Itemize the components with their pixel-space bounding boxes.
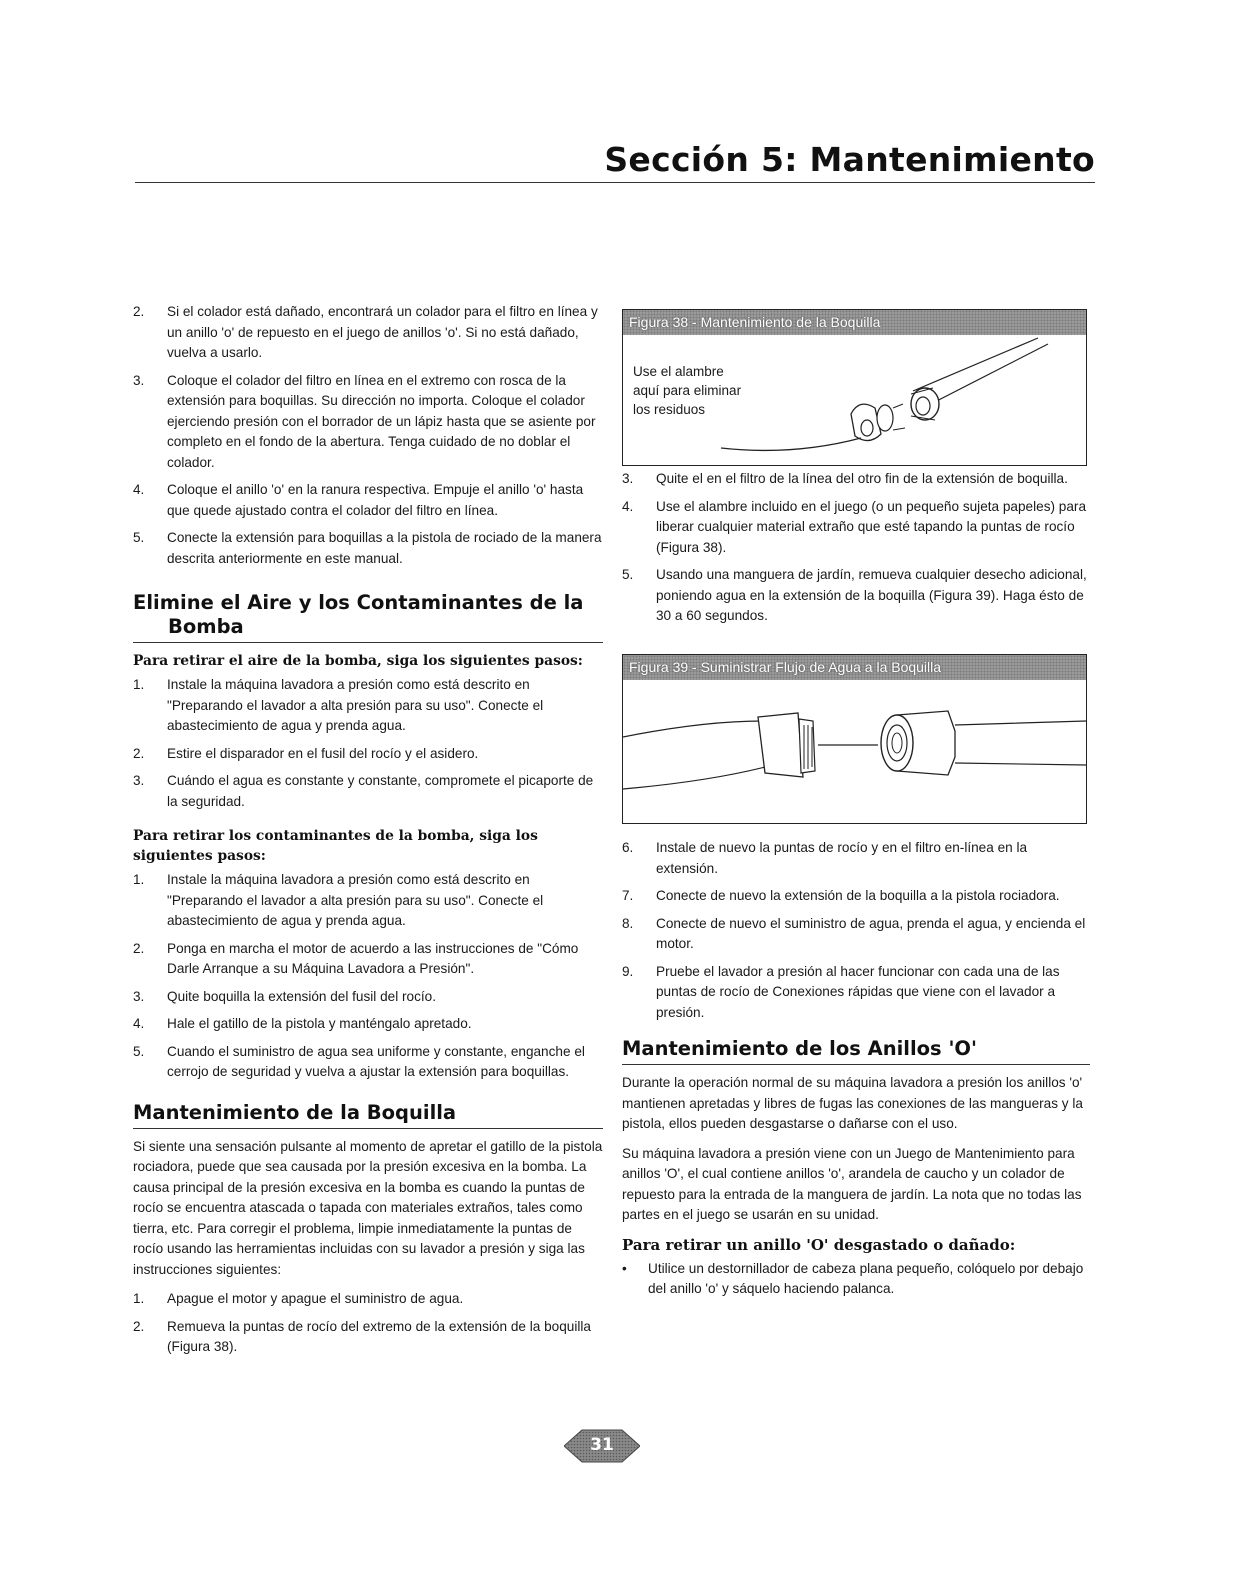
list-item <box>133 939 603 980</box>
item-number: 9. <box>622 963 634 979</box>
item-number: 5. <box>133 530 145 545</box>
item-number: 3. <box>133 372 145 388</box>
item-number: 5. <box>622 567 634 582</box>
list-item <box>622 914 1090 955</box>
subheading-contaminants: Para retirar los contaminantes de la bomba, siga los siguientes pasos: <box>133 828 538 864</box>
left-column <box>133 302 603 1365</box>
list-item <box>133 870 603 932</box>
item-text: Estire el disparador en el fusil del rocío y el asidero. <box>167 745 479 761</box>
list-item <box>133 1317 603 1358</box>
item-text: Pruebe el lavador a presión al hacer funcionar con cada una de las puntas de rocío de Conexiones rápidas que viene con el lavador a presión. <box>656 963 1060 1020</box>
heading-divider <box>622 1064 1090 1065</box>
item-text: Conecte la extensión para boquillas a la pistola de rociado de la manera descrita anteriormente en este manual. <box>167 530 602 566</box>
item-text: Instale la máquina lavadora a presión como está descrito en "Preparando el lavador a alta presión para su uso". Conecte el abastecimiento de agua y prenda agua. <box>167 872 544 928</box>
item-number: 1. <box>133 1291 145 1306</box>
hose-flush-illustration <box>623 681 1086 821</box>
item-number: 3. <box>133 773 145 788</box>
list-item <box>622 962 1090 1024</box>
list-item <box>133 987 603 1008</box>
list-item <box>622 838 1090 879</box>
item-text: Use el alambre incluido en el juego (o un pequeño sujeta papeles) para liberar cualquier material extraño que esté tapando la puntas de rocío (Figura 38). <box>656 498 1087 555</box>
list-item <box>133 480 603 521</box>
caption-line: aquí para eliminar <box>633 383 742 398</box>
paragraph: Durante la operación normal de su máquina lavadora a presión los anillos 'o' mantienen apretadas y libres de fugas las conexiones de las mangueras y la pistola, ellos pueden desgastarse o dañarse con el uso. <box>622 1075 1083 1131</box>
list-item <box>622 565 1090 627</box>
list-item <box>133 528 603 569</box>
subheading-air: Para retirar el aire de la bomba, siga los siguientes pasos: <box>133 653 583 669</box>
bullet-mark: • <box>622 1260 627 1276</box>
figure-39 <box>622 654 1087 824</box>
item-text: Cuando el suministro de agua sea uniforme y constante, enganche el cerrojo de seguridad y vuelva a ajustar la extensión para boquillas. <box>167 1043 585 1079</box>
item-text: Si el colador está dañado, encontrará un colador para el filtro en línea y un anillo 'o' de repuesto en el juego de anillos 'o'. Si no está dañado, vuelva a usarlo. <box>167 304 598 360</box>
section-heading-pump: Elimine el Aire y los Contaminantes de la Bomba <box>133 591 584 638</box>
item-number: 1. <box>133 872 145 887</box>
item-text: Ponga en marcha el motor de acuerdo a las instrucciones de "Cómo Darle Arranque a su Máquina Lavadora a Presión". <box>167 940 579 976</box>
list-item <box>133 1289 603 1310</box>
item-number: 1. <box>133 677 145 692</box>
section-heading-orings: Mantenimiento de los Anillos 'O' <box>622 1037 977 1060</box>
item-number: 8. <box>622 915 634 931</box>
item-number: 4. <box>622 498 634 514</box>
item-number: 3. <box>622 471 634 486</box>
page-title: Sección 5: Mantenimiento <box>604 140 1095 179</box>
item-number: 2. <box>133 745 145 761</box>
figure-39-title: Figura 39 - Suministrar Flujo de Agua a la Boquilla <box>623 655 1086 680</box>
item-number: 5. <box>133 1043 145 1059</box>
item-text: Quite boquilla la extensión del fusil del rocío. <box>167 988 437 1004</box>
nozzle-cleaning-illustration <box>623 336 1086 464</box>
item-text: Conecte de nuevo la extensión de la boquilla a la pistola rociadora. <box>656 888 1060 903</box>
title-divider <box>135 182 1095 183</box>
caption-line: los residuos <box>633 402 706 417</box>
item-number: 7. <box>622 888 634 903</box>
item-text: Conecte de nuevo el suministro de agua, prenda el agua, y encienda el motor. <box>656 915 1086 951</box>
item-text: Hale el gatillo de la pistola y manténgalo apretado. <box>167 1016 472 1031</box>
item-number: 6. <box>622 840 634 855</box>
bullet-text: Utilice un destornillador de cabeza plana pequeño, colóquelo por debajo del anillo 'o' y sáquelo haciendo palanca. <box>648 1260 1084 1296</box>
item-number: 2. <box>133 940 145 956</box>
list-item <box>133 371 603 474</box>
item-number: 2. <box>133 1318 145 1334</box>
paragraph: Si siente una sensación pulsante al momento de apretar el gatillo de la pistola rociadora, puede que sea causada por la presión excesiva en la bomba. La causa principal de la presión excesiva en la bomba es cuando la puntas de rocío se encuentra atascada o tapada con materiales extraños, tales como tierra, etc. Para corregir el problema, limpie inmediatamente la puntas de rocío usando las herramientas incluidas con su lavador a presión y siga las instrucciones siguientes: <box>133 1138 603 1277</box>
list-item <box>133 302 603 364</box>
page-number: 31 <box>590 1435 614 1455</box>
list-item <box>133 1014 603 1035</box>
section-heading-nozzle: Mantenimiento de la Boquilla <box>133 1100 457 1124</box>
figure-38 <box>622 309 1087 466</box>
list-item <box>622 886 1090 907</box>
item-number: 4. <box>133 1016 145 1031</box>
right-column-bottom <box>622 838 1090 1300</box>
caption-line: Use el alambre <box>633 364 724 379</box>
list-item <box>622 469 1090 490</box>
list-item <box>133 744 603 765</box>
item-text: Coloque el colador del filtro en línea en el extremo con rosca de la extensión para boquillas. Su dirección no importa. Coloque el colador ejerciendo presión con el borrador de un lápiz hasta que se asiente por completo en el fondo de la abertura. Tenga cuidado de no doblar el colador. <box>167 372 596 470</box>
figure-38-title: Figura 38 - Mantenimiento de la Boquilla <box>623 310 1086 335</box>
heading-divider <box>133 642 603 643</box>
right-column-top <box>622 469 1090 634</box>
item-text: Cuándo el agua es constante y constante, compromete el picaporte de la seguridad. <box>167 773 594 809</box>
subheading-remove-oring: Para retirar un anillo 'O' desgastado o dañado: <box>622 1235 1016 1254</box>
item-text: Quite el en el filtro de la línea del otro fin de la extensión de boquilla. <box>656 471 1068 486</box>
heading-divider <box>133 1128 603 1129</box>
paragraph: Su máquina lavadora a presión viene con un Juego de Mantenimiento para anillos 'O', el cual contiene anillos 'o', arandela de caucho y un colador de repuesto para la entrada de la manguera de jardín. La nota que no todas las partes en el juego se usarán en su unidad. <box>622 1145 1082 1222</box>
item-text: Instale la máquina lavadora a presión como está descrito en "Preparando el lavador a alta presión para su uso". Conecte el abastecimiento de agua y prenda agua. <box>167 677 544 733</box>
list-item <box>622 497 1090 559</box>
item-number: 4. <box>133 482 145 497</box>
item-text: Remueva la puntas de rocío del extremo de la extensión de la boquilla (Figura 38). <box>167 1318 591 1354</box>
list-item <box>133 675 603 737</box>
item-number: 2. <box>133 304 145 319</box>
item-text: Apague el motor y apague el suministro de agua. <box>167 1291 464 1306</box>
bullet-item <box>622 1259 1090 1300</box>
item-number: 3. <box>133 988 145 1004</box>
item-text: Instale de nuevo la puntas de rocío y en el filtro en-línea en la extensión. <box>656 840 1028 876</box>
page-number-badge <box>564 1428 640 1464</box>
item-text: Usando una manguera de jardín, remueva cualquier desecho adicional, poniendo agua en la extensión de la boquilla (Figura 39). Haga ésto de 30 a 60 segundos. <box>656 567 1087 623</box>
item-text: Coloque el anillo 'o' en la ranura respectiva. Empuje el anillo 'o' hasta que quede ajustado contra el colador del filtro en línea. <box>167 482 584 518</box>
list-item <box>133 771 603 812</box>
list-item <box>133 1042 603 1083</box>
